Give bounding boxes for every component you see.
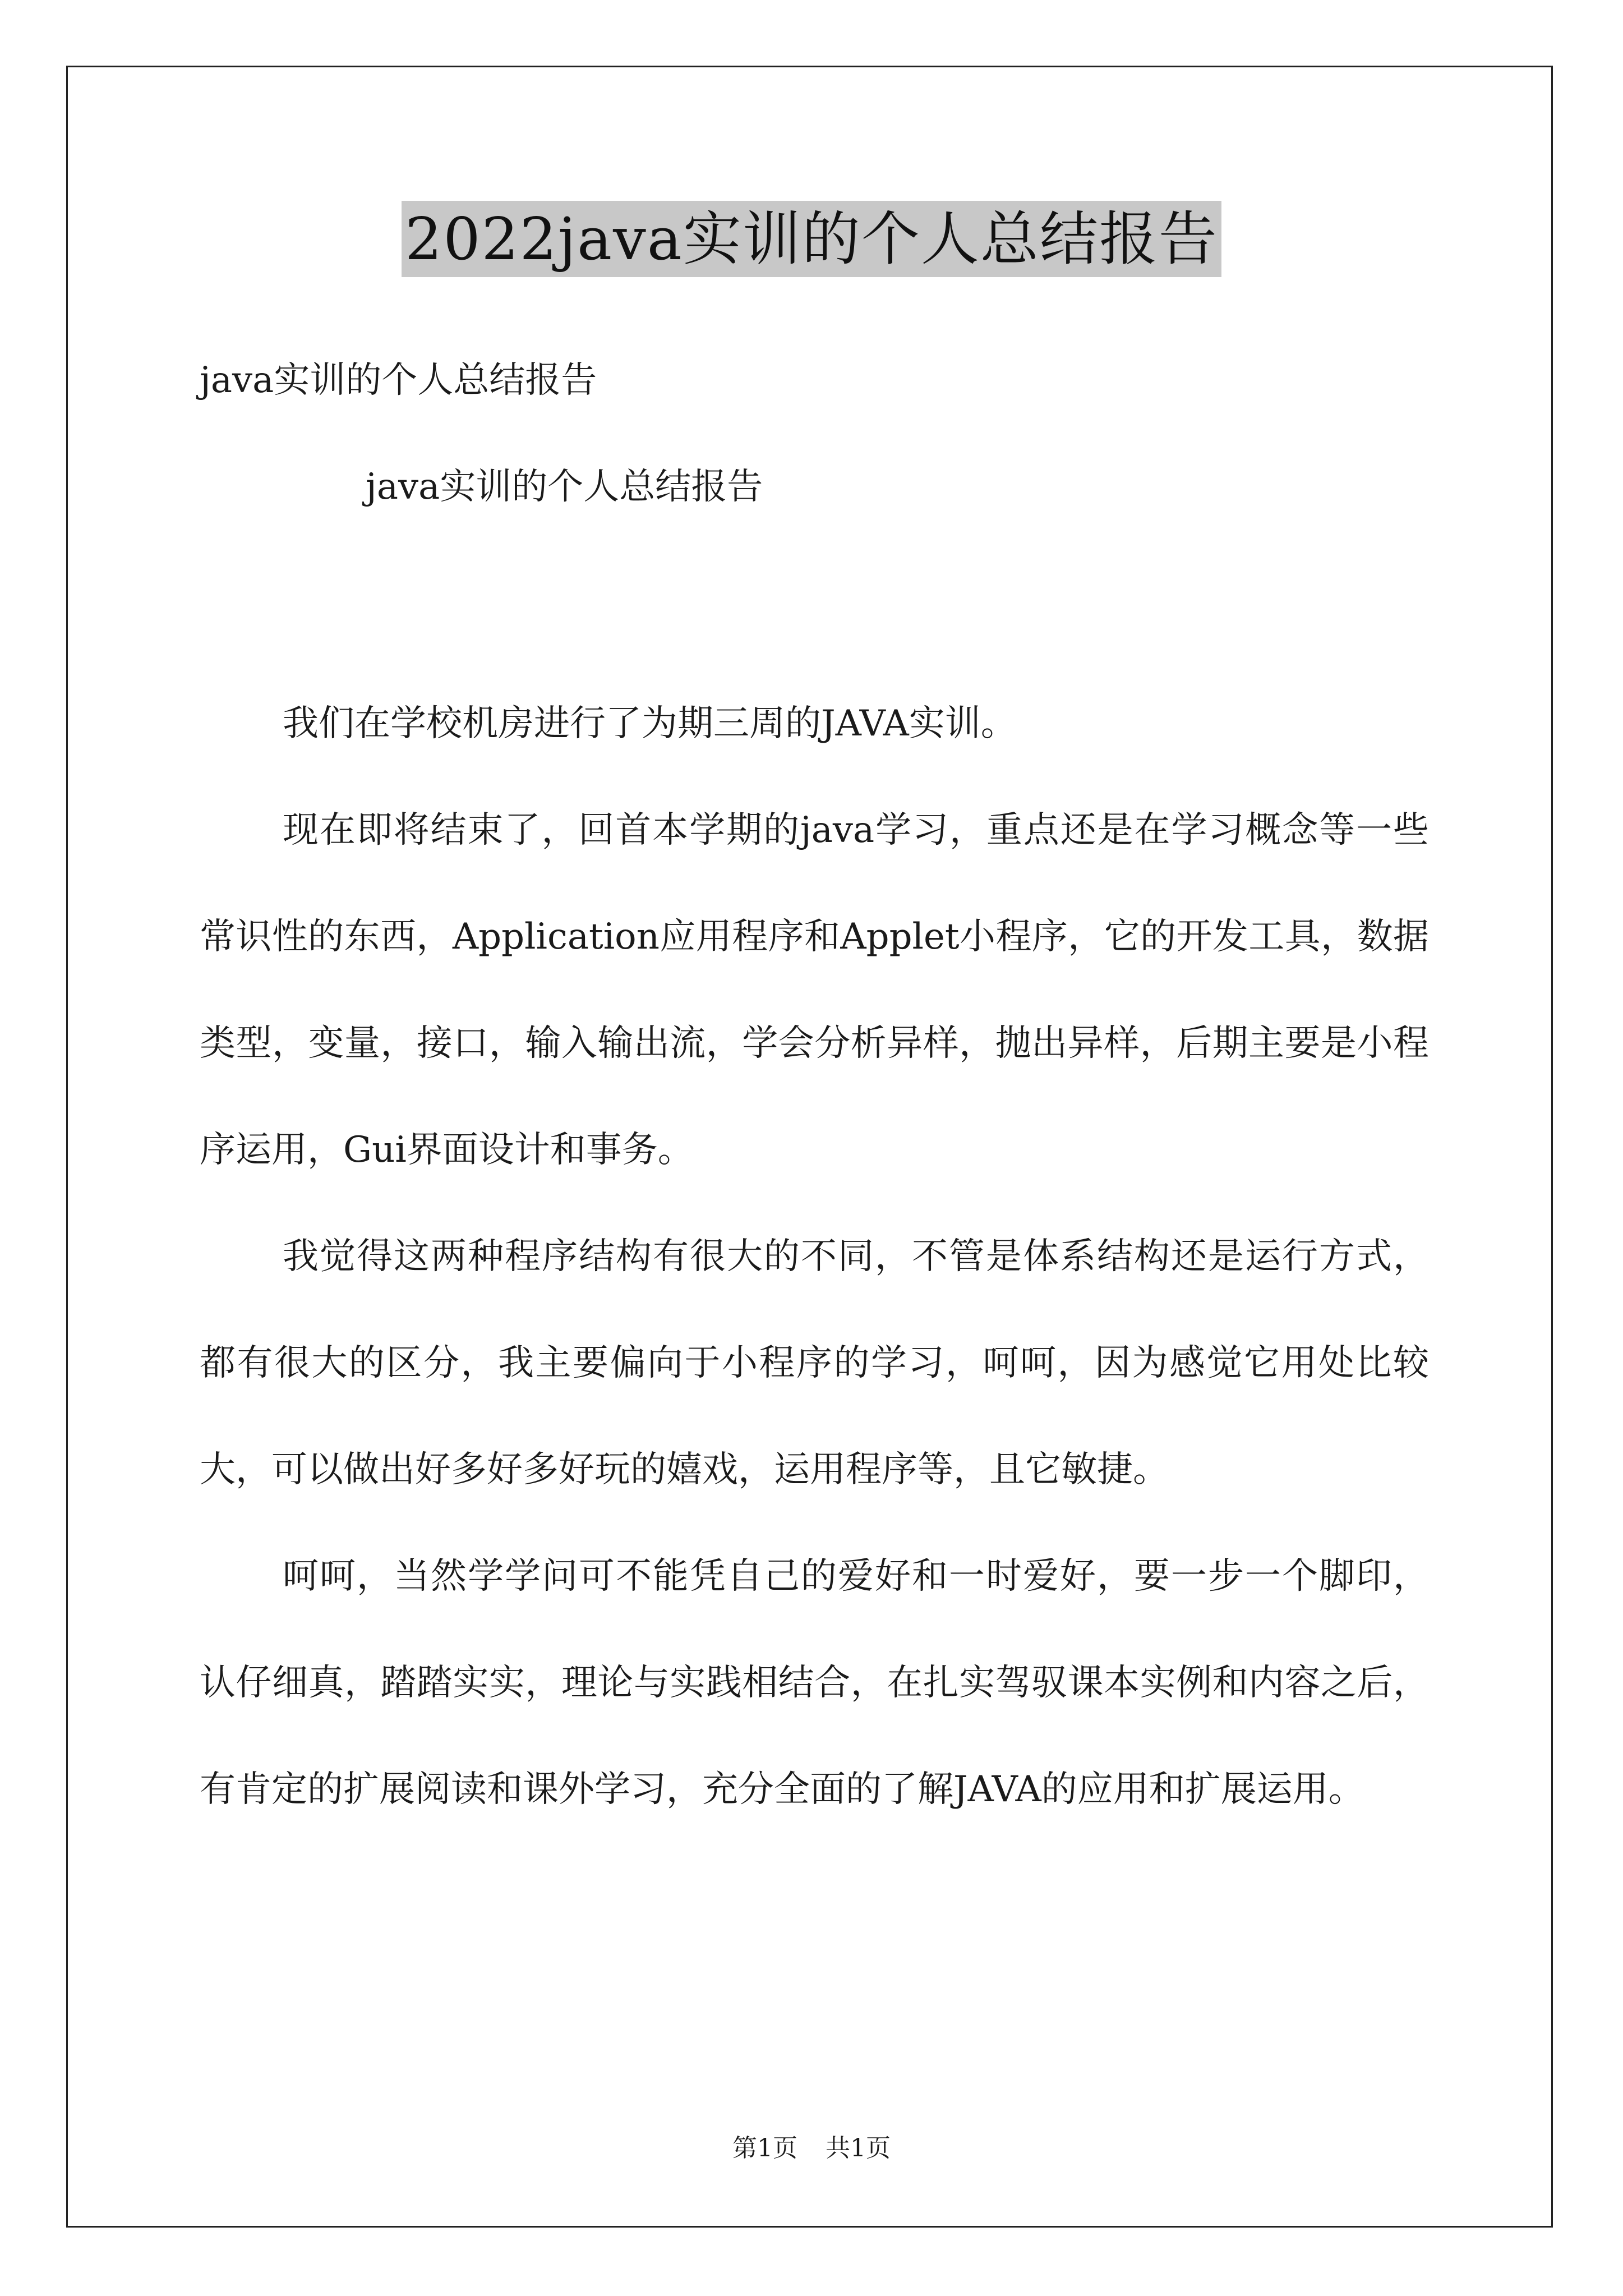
paragraph-4: 呵呵，当然学学问可不能凭自己的爱好和一时爱好，要一步一个脚印，认仔细真，踏踏实实，理论与实践相结合，在扎实驾驭课本实例和内容之后，有肯定的扩展阅读和课外学习，充分全面的了解JAVA的应用和扩展运用。 bbox=[200, 1556, 1429, 1810]
document-body bbox=[200, 670, 1429, 1843]
document-title: 2022java实训的个人总结报告 bbox=[402, 201, 1221, 277]
page-footer bbox=[0, 2132, 1623, 2165]
paragraph-3: 我觉得这两种程序结构有很大的不同，不管是体系结构还是运行方式，都有很大的区分，我主要偏向于小程序的学习，呵呵，因为感觉它用处比较大，可以做出好多好多好玩的嬉戏，运用程序等，且它敏捷。 bbox=[200, 1236, 1429, 1490]
paragraph-2: 现在即将结束了，回首本学期的java学习，重点还是在学习概念等一些常识性的东西，Application应用程序和Applet小程序，它的开发工具，数据类型，变量，接口，输入输出流，学会分析异样，抛出异样，后期主要是小程序运用，Gui界面设计和事务。 bbox=[200, 809, 1429, 1171]
page-number-current: 第1页 bbox=[732, 2134, 797, 2162]
subtitle-secondary: java实训的个人总结报告 bbox=[366, 466, 763, 508]
subtitle-primary: java实训的个人总结报告 bbox=[200, 360, 597, 401]
title-container bbox=[0, 201, 1623, 277]
paragraph-1: 我们在学校机房进行了为期三周的JAVA实训。 bbox=[283, 703, 1017, 744]
page-number-total: 共1页 bbox=[826, 2134, 891, 2162]
